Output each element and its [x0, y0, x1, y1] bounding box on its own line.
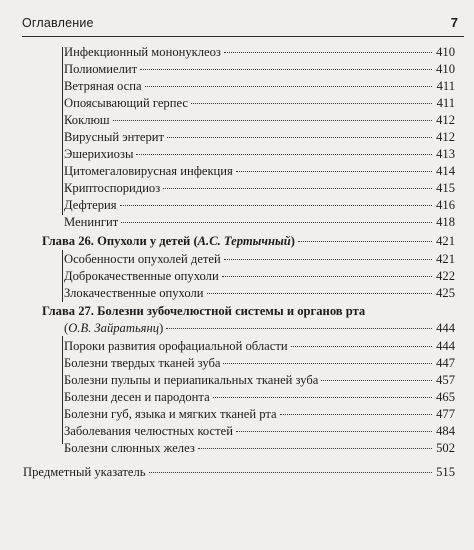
toc-entry: Болезни твердых тканей зуба 447: [64, 356, 455, 370]
toc-entry: Вирусный энтерит 412: [64, 130, 455, 144]
toc-entry: Особенности опухолей детей 421: [64, 252, 455, 266]
bracket-line: [62, 250, 63, 302]
bracket-line: [62, 47, 63, 215]
header-section-title: Оглавление: [22, 16, 94, 30]
toc-entry: Пороки развития орофациальной области 444: [64, 339, 455, 353]
toc-entry: Болезни пульпы и периапикальных тканей зуба 457: [64, 373, 455, 387]
chapter-27-author-line: (О.В. Зайратьянц) 444: [64, 321, 455, 335]
toc-entry: Коклюш 412: [64, 113, 455, 127]
toc-entry: Менингит 418: [64, 215, 455, 229]
running-header: [22, 14, 464, 37]
toc-entry: Злокачественные опухоли 425: [64, 286, 455, 300]
toc-entry: Заболевания челюстных костей 484: [64, 424, 455, 438]
subject-index-entry: Предметный указатель 515: [23, 465, 455, 479]
toc-entry: Дефтерия 416: [64, 198, 455, 212]
toc-entry: Опоясывающий герпес 411: [64, 96, 455, 110]
chapter-26-author: А.С. Тертычный: [197, 234, 291, 248]
toc-entry: Цитомегаловирусная инфекция 414: [64, 164, 455, 178]
toc-entry: Криптоспоридиоз 415: [64, 181, 455, 195]
toc-entry: Доброкачественные опухоли 422: [64, 269, 455, 283]
toc-entry: Полиомиелит 410: [64, 62, 455, 76]
bracket-line: [62, 336, 63, 444]
toc-entry: Болезни слюнных желез 502: [64, 441, 455, 455]
chapter-26-title: Глава 26. Опухоли у детей (А.С. Тертычный) 421: [42, 234, 455, 248]
chapter-27-title: Глава 27. Болезни зубочелюстной системы и органов рта: [42, 304, 366, 318]
toc-entry: Эшерихиозы 413: [64, 147, 455, 161]
chapter-27-author: О.В. Зайратьянц: [68, 321, 160, 335]
page-number: 7: [450, 15, 458, 30]
toc-entry: Болезни десен и пародонта 465: [64, 390, 455, 404]
toc-entry: Ветряная оспа 411: [64, 79, 455, 93]
toc-entry: Инфекционный мононуклеоз 410: [64, 45, 455, 59]
toc-entry: Болезни губ, языка и мягких тканей рта 477: [64, 407, 455, 421]
